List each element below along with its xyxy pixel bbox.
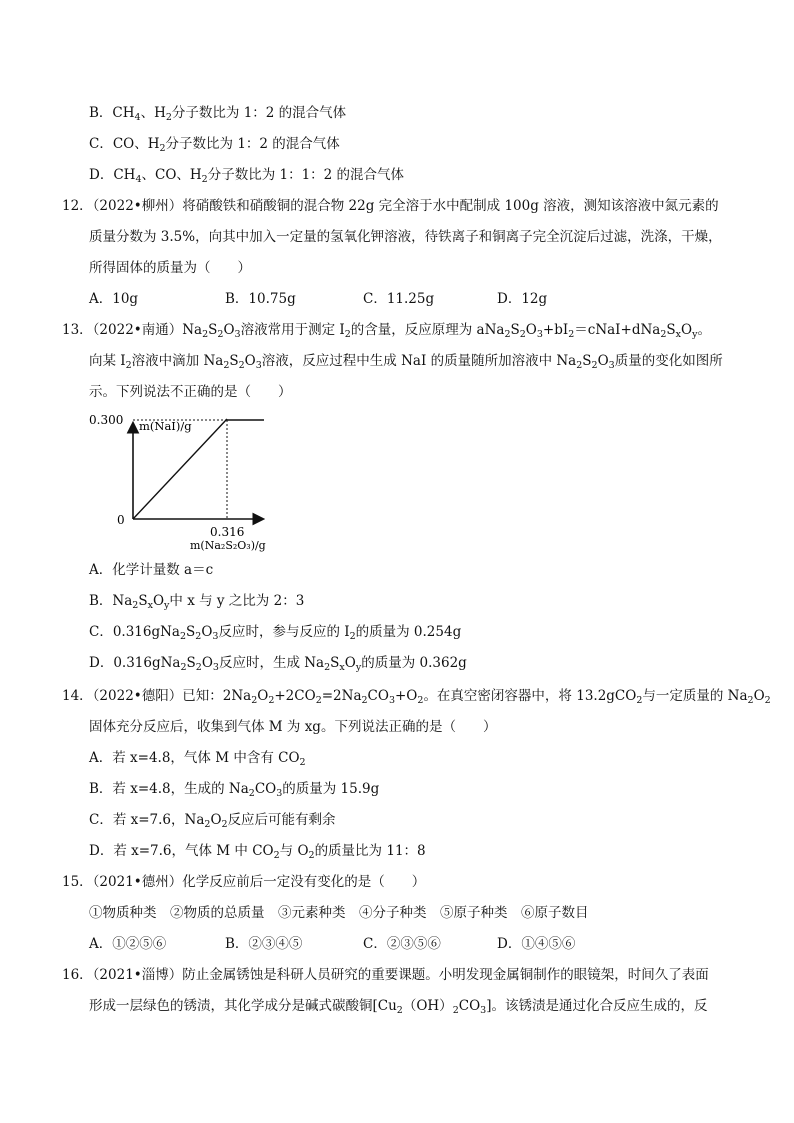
q11-option-b	[89, 103, 346, 123]
origin-label: 0	[117, 513, 125, 527]
subscript: 2	[764, 695, 771, 706]
text-run: O	[244, 353, 256, 369]
subscript: 2	[273, 850, 280, 861]
text-run: O	[344, 655, 356, 671]
q15-option-a: A．①②⑤⑥	[89, 936, 167, 952]
q11-option-c	[89, 134, 340, 154]
subscript: 2	[165, 112, 172, 123]
subscript: 2	[308, 850, 315, 861]
q12-option-c: C．11.25g	[363, 291, 435, 307]
text-run: CO	[458, 998, 481, 1014]
subscript: 2	[221, 819, 228, 830]
subscript: 2	[417, 695, 424, 706]
text-run: 分子数比为 1：2 的混合气体	[171, 105, 347, 121]
text-run: 反应时，生成 Na	[218, 655, 325, 671]
subscript: 4	[135, 174, 142, 185]
text-run: C．若 x=7.6，Na	[89, 812, 205, 828]
subscript: 2	[576, 360, 583, 371]
q12-option-a: A．10g	[89, 291, 139, 307]
subscript: 2	[747, 695, 754, 706]
text-run: 14．（2022•德阳）已知：2Na	[62, 688, 252, 704]
q14-option-b	[89, 779, 379, 799]
text-run: S	[330, 655, 340, 671]
text-run: D．0.316gNa	[89, 655, 181, 671]
text-run: ]。该锈渍是通过化合反应生成的，反	[486, 998, 708, 1014]
subscript: 2	[660, 329, 667, 340]
q15-stem-line-1: 15．（2021•德州）化学反应前后一定没有变化的是（ ）	[62, 874, 426, 890]
text-run: O	[201, 655, 213, 671]
text-run: B．CH	[89, 105, 135, 121]
text-run: 的质量比为 11：8	[314, 843, 426, 859]
text-run: S	[666, 322, 676, 338]
subscript: 2	[519, 329, 526, 340]
text-run: S	[186, 624, 196, 640]
q12-stem-line-1: 12．（2022•柳州）将硝酸铁和硝酸铜的混合物 22g 完全溶于水中配制成 100g 溶液，测知该溶液中氮元素的	[62, 198, 719, 214]
text-run: S	[186, 655, 196, 671]
subscript: 2	[180, 662, 187, 673]
subscript: 2	[179, 631, 187, 642]
text-run: O	[201, 624, 213, 640]
subscript: x	[339, 662, 345, 673]
subscript: 2	[159, 143, 166, 154]
q14-stem-line-1	[62, 686, 771, 706]
subscript: 2	[204, 819, 211, 830]
text-run: 与一定质量的 Na	[642, 688, 748, 704]
subscript: 3	[276, 788, 283, 799]
q15-items: ①物质种类 ②物质的总质量 ③元素种类 ④分子种类 ⑤原子种类 ⑥原子数目	[89, 905, 589, 921]
subscript: y	[355, 662, 362, 673]
x-tick-0316: 0.316	[210, 525, 245, 539]
subscript: 2	[248, 788, 255, 799]
text-run: +O	[395, 688, 418, 704]
q15-option-c: C．②③⑤⑥	[363, 936, 441, 952]
text-run: （OH）	[402, 998, 453, 1014]
q13-option-d	[89, 653, 467, 673]
q13-option-a: A．化学计量数 a＝c	[89, 562, 214, 578]
text-run: B．若 x=4.8，生成的 Na	[89, 781, 249, 797]
text-run: 与 O	[279, 843, 309, 859]
subscript: 2	[238, 360, 245, 371]
text-run: +2CO	[274, 688, 316, 704]
q13-stem-line-2	[89, 351, 723, 371]
y-tick-0300: 0.300	[89, 413, 124, 427]
text-run: 。在真空密闭容器中，将 13.2gCO	[423, 688, 637, 704]
subscript: 2	[324, 662, 331, 673]
x-axis-label: m(Na₂S₂O₃)/g	[190, 539, 266, 552]
text-run: =2Na	[321, 688, 362, 704]
q12-option-d: D．12g	[497, 291, 548, 307]
text-run: +bI	[542, 322, 569, 338]
subscript: 2	[568, 329, 575, 340]
text-run: 分子数比为 1：1：2 的混合气体	[207, 167, 405, 183]
text-run: S	[582, 353, 592, 369]
text-run: 形成一层绿色的锈渍，其化学成分是碱式碳酸铜[Cu	[89, 998, 397, 1014]
subscript: 2	[201, 174, 208, 185]
text-run: 质量的变化如图所	[614, 353, 723, 369]
text-run: 的含量，反应原理为 aNa	[350, 322, 505, 338]
subscript: 3	[212, 631, 219, 642]
subscript: 2	[504, 329, 511, 340]
text-run: O	[597, 353, 609, 369]
subscript: 2	[195, 631, 202, 642]
text-run: O	[753, 688, 765, 704]
text-run: CO	[254, 781, 277, 797]
text-run: 的质量为 0.254g	[355, 624, 462, 640]
subscript: x	[675, 329, 681, 340]
subscript: 2	[591, 360, 598, 371]
subscript: 2	[396, 1005, 403, 1016]
q13-stem-line-3: 示。下列说法不正确的是（ ）	[89, 384, 292, 400]
subscript: 2	[223, 360, 230, 371]
y-axis-label: m(NaI)/g	[139, 419, 192, 433]
subscript: 2	[251, 695, 258, 706]
q12-option-b: B．10.75g	[225, 291, 296, 307]
subscript: 2	[125, 360, 132, 371]
text-run: 的质量为 15.9g	[282, 781, 380, 797]
text-run: 向某 I	[89, 353, 126, 369]
text-run: 反应时，参与反应的 I	[218, 624, 350, 640]
text-run: O	[223, 322, 235, 338]
q15-option-d: D．①④⑤⑥	[497, 936, 576, 952]
text-run: S	[208, 322, 218, 338]
q16-stem-line-1: 16．（2021•淄博）防止金属锈蚀是科研人员研究的重要课题。小明发现金属铜制作的眼镜架，时间久了表面	[62, 967, 709, 983]
text-run: 溶液常用于测定 I	[240, 322, 345, 338]
text-run: D．CH	[89, 167, 136, 183]
text-run: C．0.316gNa	[89, 624, 180, 640]
subscript: 2	[299, 757, 306, 768]
subscript: 3	[536, 329, 543, 340]
text-run: O	[525, 322, 537, 338]
text-run: O	[257, 688, 269, 704]
subscript: 3	[480, 1005, 487, 1016]
text-run: 分子数比为 1：2 的混合气体	[165, 136, 340, 152]
subscript: 3	[234, 329, 241, 340]
subscript: 2	[202, 329, 209, 340]
text-run: O	[681, 322, 693, 338]
subscript: 2	[349, 631, 356, 642]
data-line-rise	[133, 419, 227, 519]
text-run: A．若 x=4.8，气体 M 中含有 CO	[89, 750, 300, 766]
subscript: x	[147, 600, 153, 611]
subscript: 2	[268, 695, 275, 706]
q15-option-b: B．②③④⑤	[225, 936, 303, 952]
text-run: 。	[697, 322, 711, 338]
q13-stem-line-1	[62, 320, 711, 340]
text-run: 13．（2022•南通）Na	[62, 322, 203, 338]
text-run: S	[138, 593, 148, 609]
text-run: 、CO、H	[141, 167, 202, 183]
subscript: y	[164, 600, 170, 611]
text-run: 、H	[140, 105, 166, 121]
text-run: 溶液，反应过程中生成 NaI 的质量随所加溶液中 Na	[261, 353, 577, 369]
text-run: 中 x 与 y 之比为 2：3	[169, 593, 305, 609]
q16-stem-line-2	[89, 996, 707, 1016]
subscript: 2	[452, 1005, 459, 1016]
subscript: 2	[217, 329, 224, 340]
q14-option-c	[89, 810, 336, 830]
subscript: 2	[361, 695, 368, 706]
subscript: 3	[388, 695, 395, 706]
q12-stem-line-2: 质量分数为 3.5%，向其中加入一定量的氢氧化钾溶液，待铁离子和铜离子完全沉淀后过滤，洗涤，干燥，	[89, 229, 722, 245]
text-run: CO	[367, 688, 389, 704]
subscript: 3	[255, 360, 262, 371]
subscript: 2	[132, 600, 139, 611]
subscript: 2	[195, 662, 202, 673]
text-run: O	[210, 812, 222, 828]
q14-stem-line-2: 固体充分反应后，收集到气体 M 为 xg。下列说法正确的是（ ）	[89, 719, 497, 735]
q13-option-b	[89, 591, 304, 611]
text-run: S	[229, 353, 239, 369]
subscript: 3	[608, 360, 615, 371]
q12-stem-line-3: 所得固体的质量为（ ）	[89, 260, 251, 276]
text-run: O	[152, 593, 165, 609]
subscript: 4	[134, 112, 141, 123]
subscript: y	[692, 329, 698, 340]
text-run: D．若 x=7.6，气体 M 中 CO	[89, 843, 274, 859]
subscript: 3	[212, 662, 219, 673]
q13-graph	[86, 412, 286, 552]
text-run: B．Na	[89, 593, 133, 609]
q14-option-d	[89, 841, 426, 861]
subscript: 2	[344, 329, 351, 340]
text-run: 反应后可能有剩余	[227, 812, 336, 828]
text-run: 的质量为 0.362g	[361, 655, 467, 671]
text-run: ＝cNaI+dNa	[574, 322, 661, 338]
text-run: S	[510, 322, 520, 338]
q11-option-d	[89, 165, 404, 185]
q14-option-a	[89, 748, 306, 768]
text-run: 溶液中滴加 Na	[131, 353, 224, 369]
text-run: C．CO、H	[89, 136, 160, 152]
q13-option-c	[89, 622, 461, 642]
subscript: 2	[315, 695, 322, 706]
subscript: 2	[636, 695, 643, 706]
